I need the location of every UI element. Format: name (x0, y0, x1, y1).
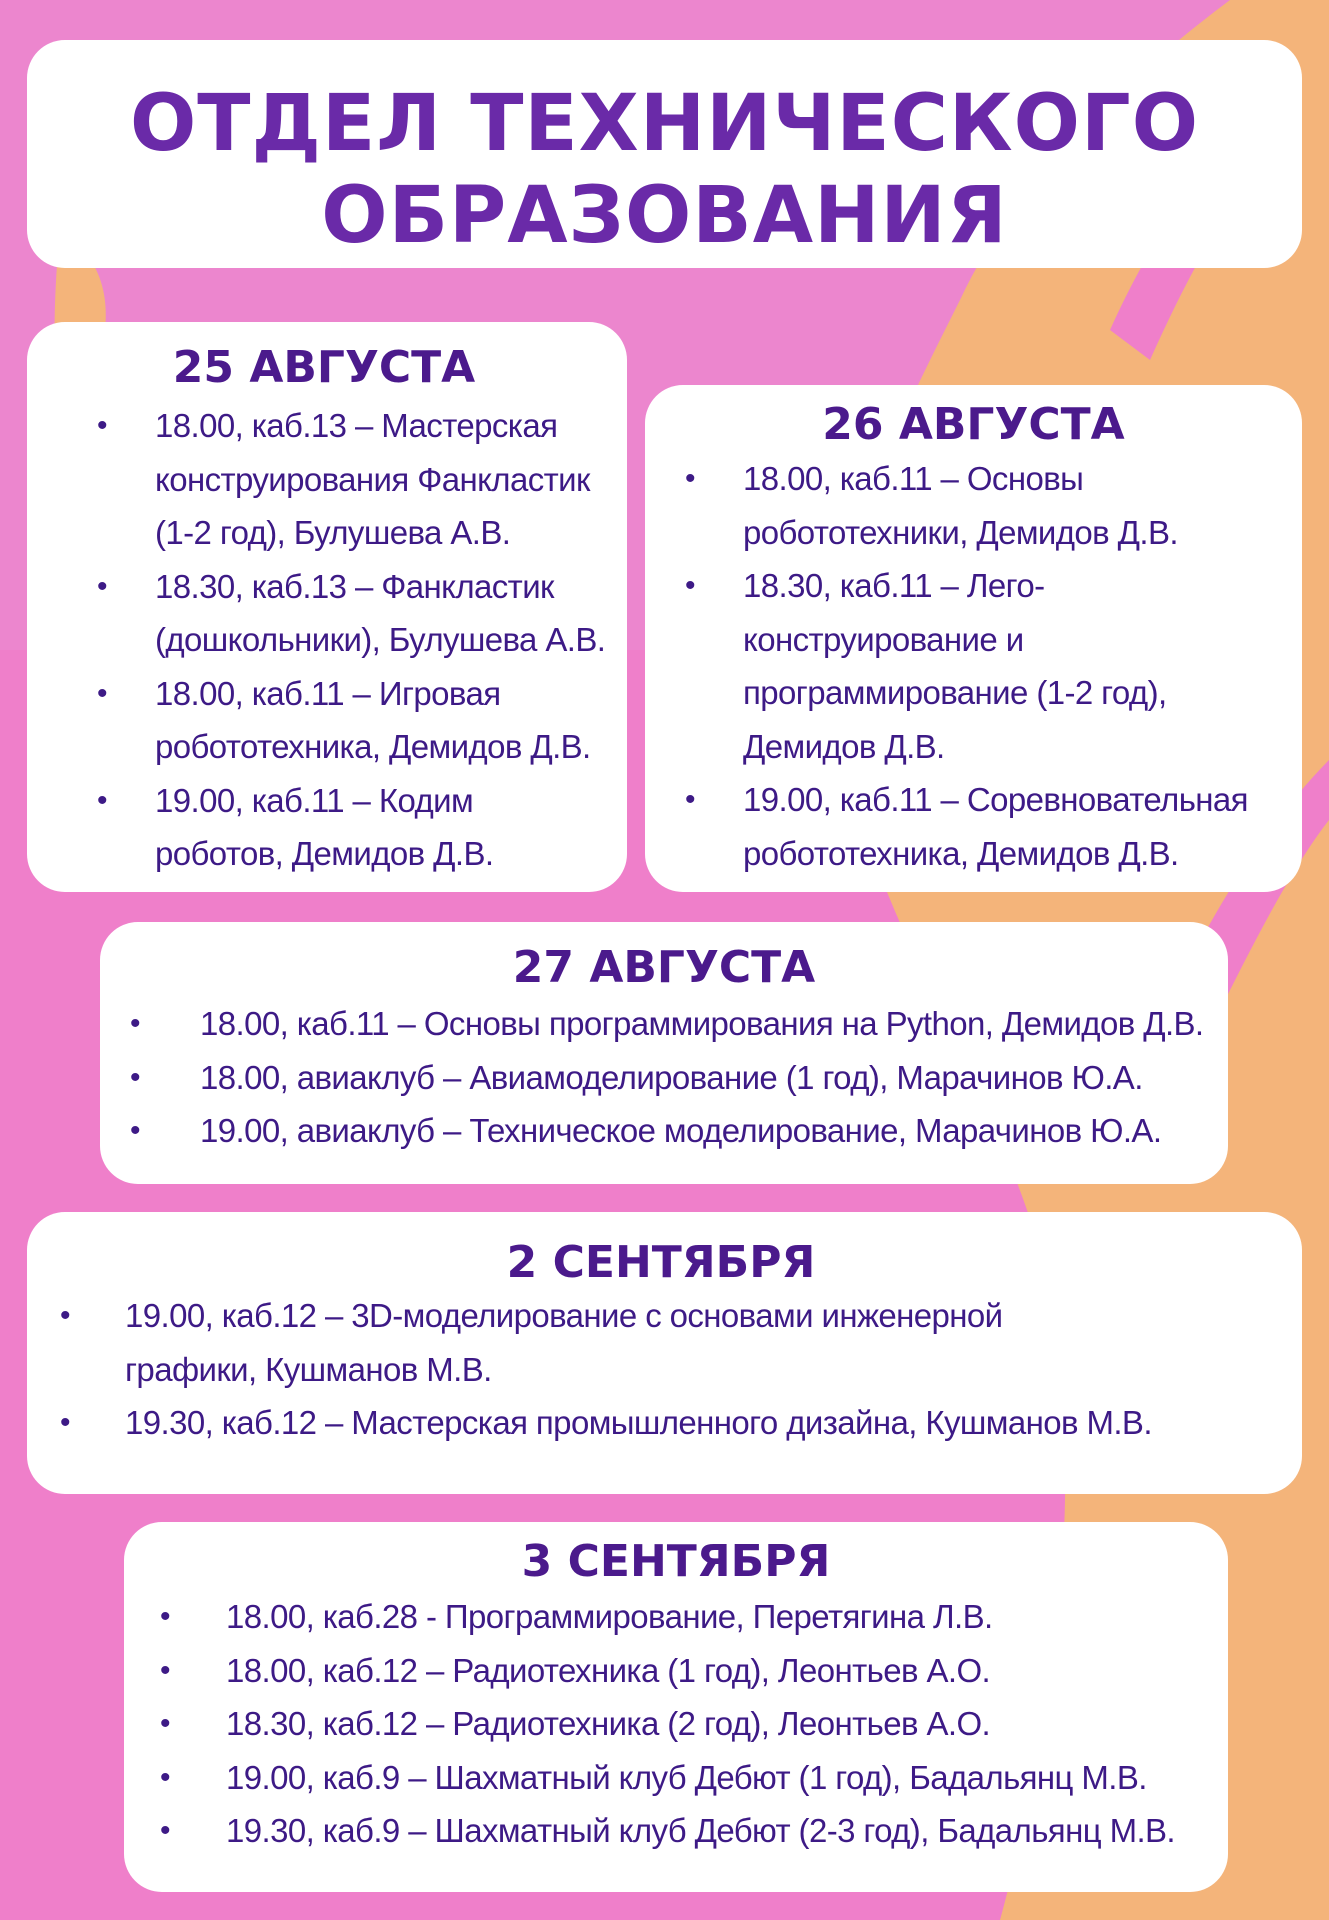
day-title: 3 СЕНТЯБРЯ (521, 1536, 831, 1587)
schedule-item-text: 19.00, каб.9 – Шахматный клуб Дебют (1 год), Бадальянц М.В. (226, 1758, 1147, 1796)
schedule-item (130, 997, 1228, 1051)
schedule-item (685, 773, 1292, 880)
schedule-item-text: 19.00, каб.11 – Соревновательная робототехника, Демидов Д.В. (743, 781, 1248, 872)
bullet-icon: • (97, 676, 107, 710)
schedule-item (160, 1590, 1228, 1644)
schedule-item-text: 18.30, каб.12 – Радиотехника (2 год), Леонтьев А.О. (226, 1705, 991, 1742)
schedule-list (130, 997, 1228, 1158)
schedule-item-text: 18.00, каб.11 – Игровая робототехника, Демидов Д.В. (155, 674, 591, 765)
schedule-item-text: 18.00, каб.11 – Основы программирования на Python, Демидов Д.В. (200, 1005, 1204, 1042)
bullet-icon: • (685, 569, 695, 602)
schedule-list (71, 399, 607, 881)
schedule-item (685, 452, 1292, 559)
schedule-item-text: 18.00, каб.13 – Мастерская конструирования Фанкластик (1-2 год), Булушева А.В. (155, 407, 590, 551)
page-title-line-2: ОБРАЗОВАНИЯ (321, 171, 1008, 261)
bullet-icon: • (685, 783, 695, 816)
bullet-icon: • (97, 409, 107, 442)
schedule-item-text: 19.00, каб.11 – Кодим роботов, Демидов Д.В. (155, 781, 494, 872)
schedule-item-text: 19.00, авиаклуб – Техническое моделирование, Марачинов Ю.А. (200, 1112, 1162, 1149)
bullet-icon: • (160, 1760, 170, 1794)
day-card-25-august (27, 322, 627, 892)
bullet-icon: • (60, 1299, 70, 1332)
page-title (27, 78, 1302, 262)
bullet-icon: • (130, 1060, 140, 1094)
schedule-item-text: 18.30, каб.13 – Фанкластик (дошкольники), Булушева А.В. (155, 567, 606, 658)
bullet-icon: • (60, 1406, 70, 1439)
schedule-item (685, 559, 1292, 773)
bullet-icon: • (130, 1114, 140, 1147)
schedule-list (60, 1289, 1282, 1450)
day-card-26-august (645, 385, 1302, 892)
bullet-icon: • (160, 1814, 170, 1847)
bullet-icon: • (685, 462, 695, 495)
schedule-list (685, 452, 1292, 880)
day-title: 2 СЕНТЯБРЯ (506, 1237, 816, 1288)
schedule-item (60, 1289, 1282, 1396)
schedule-item-text: 19.00, каб.12 – 3D-моделирование с основами инженерной графики, Кушманов М.В. (125, 1297, 1003, 1388)
schedule-item (71, 399, 607, 560)
title-card (27, 40, 1302, 268)
schedule-list (160, 1590, 1228, 1858)
day-card-2-september (27, 1212, 1302, 1494)
schedule-item (130, 1104, 1228, 1158)
schedule-item-text: 18.00, авиаклуб – Авиамоделирование (1 год), Марачинов Ю.А. (200, 1058, 1143, 1096)
schedule-item (160, 1644, 1228, 1698)
bullet-icon: • (97, 569, 107, 603)
bullet-icon: • (130, 1007, 140, 1040)
bullet-icon: • (160, 1653, 170, 1687)
bullet-icon: • (97, 783, 107, 817)
page-title-line-1: ОТДЕЛ ТЕХНИЧЕСКОГО (129, 79, 1200, 169)
schedule-item (71, 667, 607, 774)
schedule-item-text: 19.30, каб.12 – Мастерская промышленного дизайна, Кушманов М.В. (125, 1404, 1152, 1441)
schedule-item-text: 18.30, каб.11 – Лего-конструирование и программирование (1-2 год), Демидов Д.В. (743, 567, 1167, 765)
schedule-item (160, 1804, 1228, 1858)
schedule-item (130, 1051, 1228, 1105)
day-title: 26 АВГУСТА (822, 399, 1125, 450)
schedule-item-text: 18.00, каб.11 – Основы робототехники, Демидов Д.В. (743, 460, 1178, 551)
schedule-item-text: 19.30, каб.9 – Шахматный клуб Дебют (2-3 год), Бадальянц М.В. (226, 1812, 1176, 1849)
day-title: 27 АВГУСТА (512, 942, 816, 993)
schedule-item (160, 1697, 1228, 1751)
day-title: 25 АВГУСТА (172, 342, 476, 393)
schedule-item-text: 18.00, каб.12 – Радиотехника (1 год), Леонтьев А.О. (226, 1651, 991, 1689)
schedule-item (60, 1396, 1282, 1450)
schedule-item (160, 1751, 1228, 1805)
schedule-item-text: 18.00, каб.28 - Программирование, Перетягина Л.В. (226, 1598, 993, 1635)
schedule-item (71, 774, 607, 881)
schedule-item (71, 560, 607, 667)
bullet-icon: • (160, 1707, 170, 1740)
day-card-3-september (124, 1522, 1228, 1892)
bullet-icon: • (160, 1600, 170, 1633)
day-card-27-august (100, 922, 1228, 1184)
